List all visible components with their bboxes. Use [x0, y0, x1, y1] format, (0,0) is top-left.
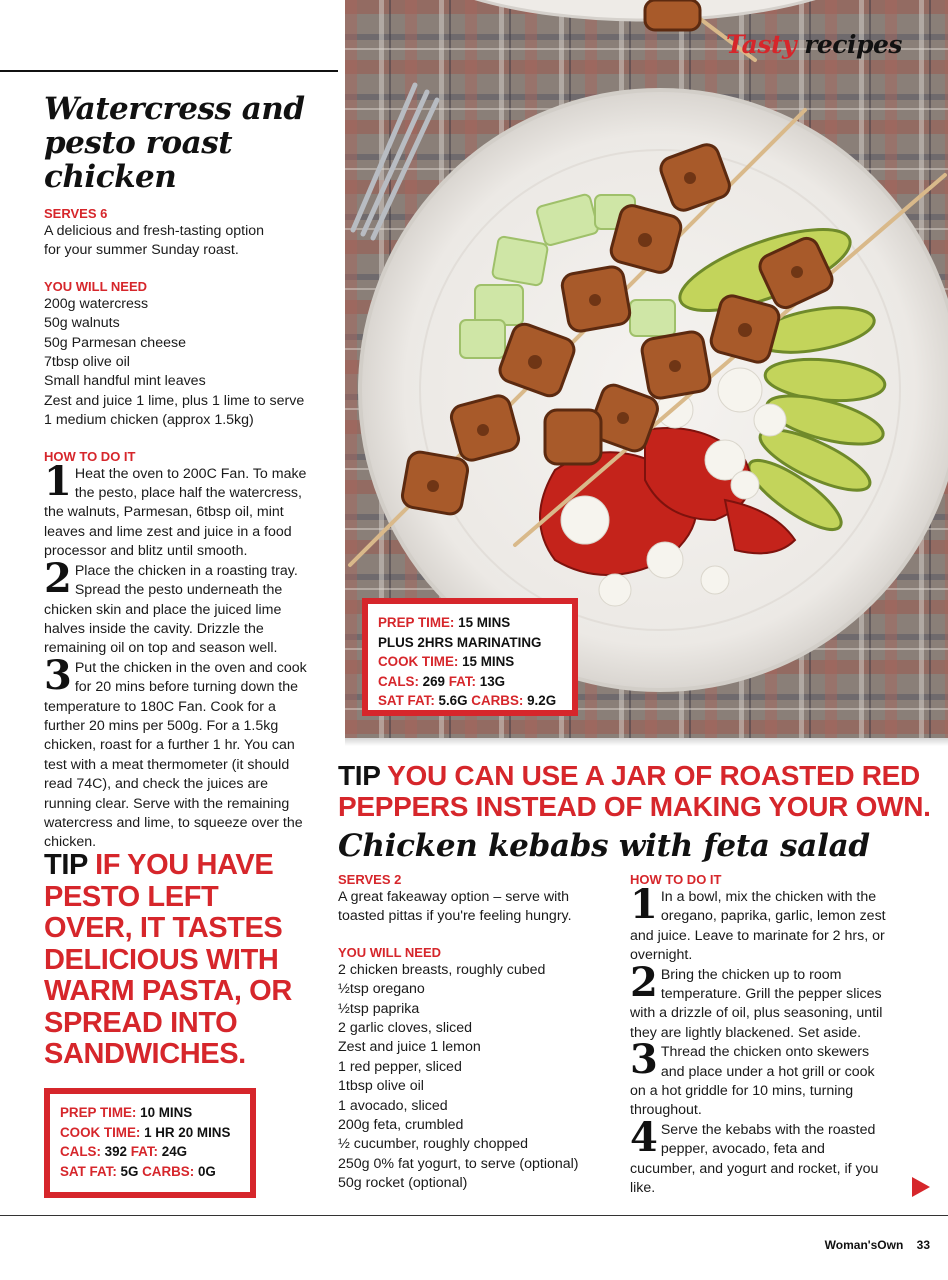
- recipe1-steps: [44, 457, 312, 853]
- recipe2-serves: SERVES 2: [338, 872, 402, 887]
- ingredient-item: 2 garlic cloves, sliced: [338, 1020, 473, 1037]
- satfat-label: SAT FAT:: [60, 1163, 117, 1179]
- ingredient-item: 1 medium chicken (approx 1.5kg): [44, 412, 254, 429]
- prep-value: 10 MINS: [140, 1105, 193, 1120]
- recipe1-tip: [44, 850, 314, 1071]
- method-step: [44, 554, 312, 659]
- step-text: Place the chicken in a roasting tray. Spread the pesto underneath the chicken skin and place the juiced lime halves inside the cavity. Drizzle the remaining oil on top and season well.: [44, 562, 298, 657]
- method-step: [630, 1036, 886, 1121]
- ingredient-item: 250g 0% fat yogurt, to serve (optional): [338, 1155, 579, 1172]
- page-footer: [825, 1238, 930, 1252]
- prep-label: PREP TIME:: [378, 615, 455, 630]
- recipe1-column: [44, 92, 334, 853]
- prep-time-row: [60, 1103, 240, 1123]
- ingredient-item: 7tbsp olive oil: [44, 354, 130, 371]
- recipe1-ingredient-list: [44, 295, 334, 431]
- recipe2-tip: [338, 760, 938, 822]
- tip-word: TIP: [44, 849, 88, 881]
- ingredient-item: ½ cucumber, roughly chopped: [338, 1136, 529, 1153]
- cook-label: COOK TIME:: [378, 654, 459, 669]
- cals-fat-row: [378, 672, 562, 692]
- fat-value: 13G: [479, 673, 506, 689]
- step-text: Thread the chicken onto skewers and place under a hot grill or cook on a hot griddle for 10 mins, turning throughout.: [630, 1044, 875, 1119]
- recipe2-need-label: YOU WILL NEED: [338, 944, 442, 960]
- recipe1-intro-line2: for your summer Sunday roast.: [44, 242, 239, 259]
- cals-value: 269: [422, 673, 445, 689]
- satfat-label: SAT FAT:: [378, 693, 435, 708]
- prep-time-row: [378, 613, 562, 633]
- brand-word-recipes: recipes: [804, 30, 902, 59]
- brand-word-tasty: Tasty: [725, 30, 797, 59]
- carbs-label: CARBS:: [142, 1163, 195, 1179]
- cook-time-row: [378, 652, 562, 672]
- ingredient-item: 1 red pepper, sliced: [338, 1058, 462, 1075]
- step-number: 1: [630, 881, 658, 928]
- step-text: Serve the kebabs with the roasted pepper, avocado, feta and cucumber, and yogurt and rocket, if you like.: [630, 1121, 879, 1197]
- bottom-rule: [0, 1215, 948, 1216]
- recipe1-intro: [44, 222, 334, 261]
- tip-text: YOU CAN USE A JAR OF ROASTED RED PEPPERS INSTEAD OF MAKING YOUR OWN.: [338, 760, 931, 822]
- cook-value: 1 HR 20 MINS: [144, 1124, 231, 1140]
- recipe2-how-label: HOW TO DO IT: [630, 872, 722, 887]
- recipe2-steps: [630, 881, 886, 1199]
- step-number: 2: [44, 554, 72, 602]
- ingredient-item: Zest and juice 1 lime, plus 1 lime to serve: [44, 392, 305, 409]
- recipe1-serves: SERVES 6: [44, 206, 108, 221]
- method-step: [44, 651, 312, 853]
- prep-label: PREP TIME:: [60, 1105, 137, 1120]
- fat-label: FAT:: [130, 1144, 159, 1159]
- ingredient-item: 50g rocket (optional): [338, 1175, 468, 1192]
- photo-shadow: [345, 738, 948, 746]
- method-step: [630, 881, 886, 966]
- recipe1-need-label: YOU WILL NEED: [44, 278, 148, 294]
- ingredient-item: Zest and juice 1 lemon: [338, 1039, 481, 1056]
- tip-word: TIP: [338, 760, 381, 791]
- ingredient-item: 200g watercress: [44, 295, 149, 312]
- satfat-carbs-row: [60, 1162, 240, 1182]
- recipe2-intro: A great fakeaway option – serve with toasted pittas if you're feeling hungry.: [338, 889, 572, 925]
- cook-time-row: [60, 1123, 240, 1143]
- carbs-label: CARBS:: [471, 693, 524, 708]
- step-text: In a bowl, mix the chicken with the oregano, paprika, garlic, lemon zest and juice. Leave to marinate for 2 hrs, or overnight.: [630, 889, 886, 964]
- satfat-value: 5G: [120, 1163, 139, 1179]
- next-page-arrow-icon[interactable]: [912, 1177, 930, 1197]
- ingredient-item: 2 chicken breasts, roughly cubed: [338, 961, 546, 978]
- ingredient-item: 50g walnuts: [44, 315, 120, 332]
- prep-value: 15 MINS: [458, 615, 511, 630]
- step-number: 4: [630, 1113, 658, 1161]
- ingredient-item: ½tsp paprika: [338, 1000, 420, 1017]
- marinate-note: PLUS 2HRS MARINATING: [378, 634, 542, 650]
- cals-fat-row: [60, 1142, 240, 1162]
- cals-label: CALS:: [378, 673, 419, 689]
- step-text: Bring the chicken up to room temperature. Grill the pepper slices with a drizzle of oil, plus seasoning, until they are lightly blackened. Set aside.: [630, 966, 883, 1041]
- step-text: Put the chicken in the oven and cook for 20 mins before turning down the temperature to 180C Fan. Cook for a further 20 mins per 500g. For a 1.5kg chicken, roast for a further 1 hr. You can test with a meat thermometer (it should read 74C), and check the juices are running clear. Serve with the remaining watercress and lime, to squeeze over the chicken.: [44, 659, 307, 851]
- step-number: 2: [630, 958, 658, 1006]
- ingredient-item: 1tbsp olive oil: [338, 1078, 424, 1095]
- method-step: [630, 958, 886, 1044]
- tip-text: IF YOU HAVE PESTO LEFT OVER, IT TASTES DELICIOUS WITH WARM PASTA, OR SPREAD INTO SANDWICHES.: [44, 849, 292, 1070]
- step-number: 1: [44, 457, 72, 505]
- ingredient-item: ½tsp oregano: [338, 981, 425, 998]
- carbs-value: 9.2G: [527, 693, 557, 708]
- recipe1-intro-line1: A delicious and fresh-tasting option: [44, 223, 265, 239]
- recipe2-method-column: [630, 872, 912, 1199]
- recipe1-how-label: HOW TO DO IT: [44, 448, 136, 464]
- step-number: 3: [630, 1036, 658, 1084]
- cook-label: COOK TIME:: [60, 1124, 141, 1140]
- recipe1-title-line2: pesto roast chicken: [44, 125, 233, 195]
- method-step: [630, 1113, 886, 1199]
- cals-label: CALS:: [60, 1144, 101, 1159]
- satfat-value: 5.6G: [438, 693, 468, 708]
- ingredient-item: 50g Parmesan cheese: [44, 334, 186, 351]
- fat-label: FAT:: [448, 673, 477, 689]
- top-rule: [0, 70, 338, 72]
- fat-value: 24G: [161, 1144, 188, 1159]
- step-text: Heat the oven to 200C Fan. To make the pesto, place half the watercress, the walnuts, Parmesan, 6tbsp oil, mint leaves and lime zest and juice in a food processor and blitz until smooth.: [44, 465, 307, 560]
- ingredient-item: Small handful mint leaves: [44, 373, 206, 390]
- ingredient-item: 1 avocado, sliced: [338, 1097, 448, 1114]
- satfat-carbs-row: [378, 691, 562, 711]
- recipe2-ingredients-column: [338, 872, 608, 1194]
- magazine-name: Woman'sOwn: [824, 1238, 904, 1252]
- carbs-value: 0G: [197, 1163, 216, 1179]
- recipe2-ingredient-list: [338, 961, 608, 1194]
- ingredient-item: 200g feta, crumbled: [338, 1117, 464, 1134]
- step-number: 3: [44, 651, 72, 699]
- method-step: [44, 457, 312, 562]
- marinate-row: [378, 633, 562, 653]
- recipe2-title: Chicken kebabs with feta salad: [338, 828, 870, 864]
- section-brand: [726, 30, 902, 59]
- recipe2-nutrition-box: [362, 598, 578, 716]
- recipe1-title: [44, 92, 334, 194]
- recipe1-title-line1: Watercress and: [44, 91, 305, 127]
- cook-value: 15 MINS: [462, 654, 515, 669]
- page-number: 33: [916, 1238, 930, 1252]
- recipe1-nutrition-box: [44, 1088, 256, 1198]
- cals-value: 392: [104, 1144, 127, 1159]
